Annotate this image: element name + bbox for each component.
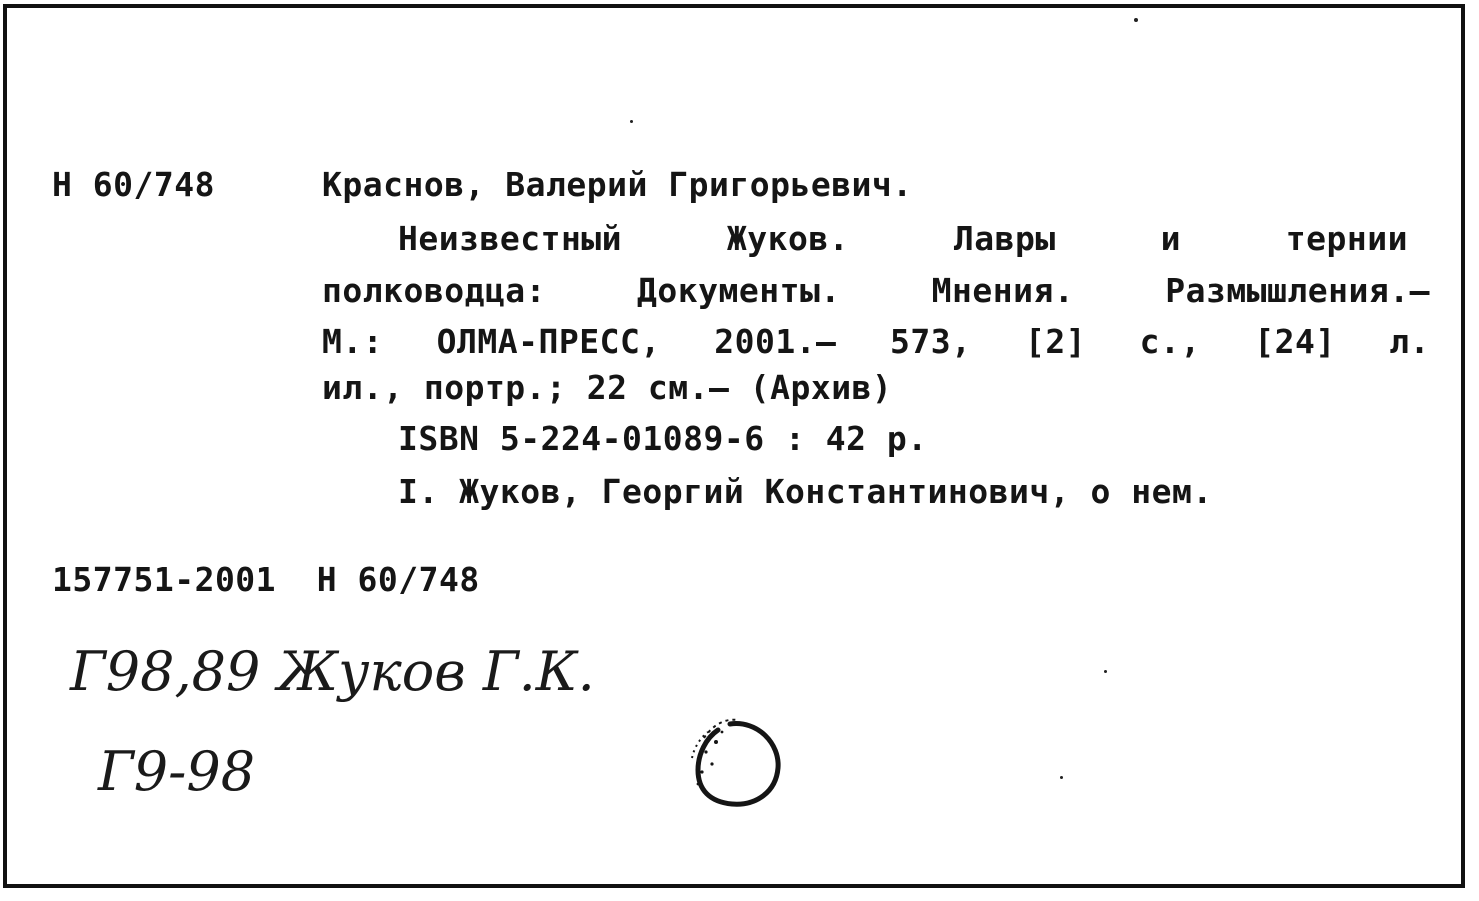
speck xyxy=(630,120,633,123)
imprint-line-2: ил., портр.; 22 см.– (Архив) xyxy=(322,368,893,407)
author-heading: Краснов, Валерий Григорьевич. xyxy=(322,165,913,204)
speck xyxy=(1060,776,1063,779)
speck xyxy=(1134,18,1138,22)
handwritten-code: Г9-98 xyxy=(98,740,256,803)
circle-mark-icon xyxy=(676,708,788,812)
imprint-line-1: М.: ОЛМА-ПРЕСС, 2001.– 573, [2] с., [24] л. xyxy=(322,322,1430,361)
subject-entry: I. Жуков, Георгий Константинович, о нем. xyxy=(398,472,1213,511)
isbn-line: ISBN 5-224-01089-6 : 42 р. xyxy=(398,419,928,458)
accession-number: 157751-2001 Н 60/748 xyxy=(52,560,480,599)
speck xyxy=(1104,670,1107,673)
handwritten-classification: Г98,89 Жуков Г.К. xyxy=(70,640,595,703)
title-line-1: Неизвестный Жуков. Лавры и тернии xyxy=(398,219,1408,258)
call-number: Н 60/748 xyxy=(52,165,215,204)
title-line-2: полководца: Документы. Мнения. Размышления.– xyxy=(322,271,1430,310)
